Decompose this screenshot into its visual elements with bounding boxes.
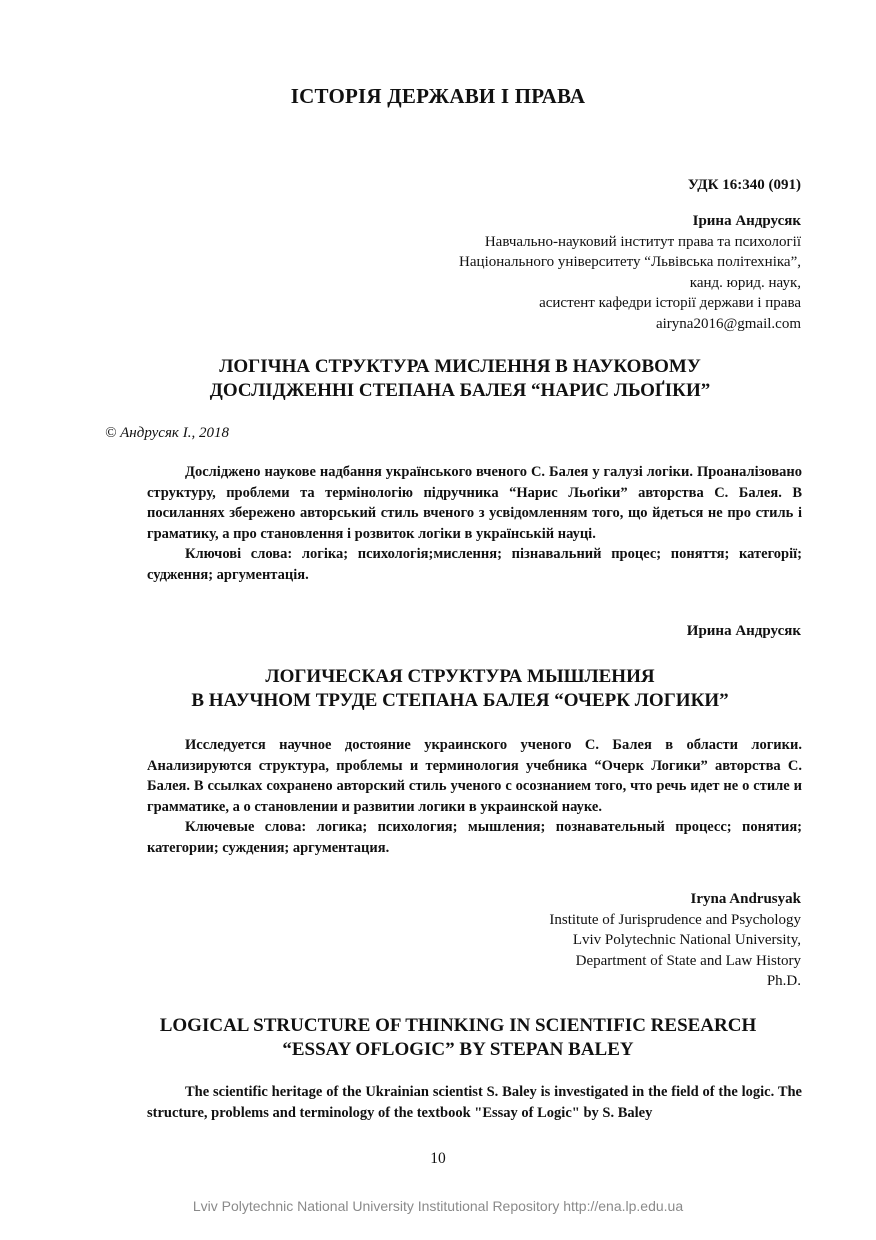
ua-affiliation-line: асистент кафедри історії держави і права: [539, 295, 801, 311]
en-affiliation-line: Ph.D.: [766, 973, 801, 989]
ru-abstract: Исследуется научное достояние украинского ученого С. Балея в области логики. Анализируются структура, проблемы и терминология учебника “Очерк Логики” авторства С. Балея. В ссылках сохранено авторский стиль ученого с осознанием того, что речь идет не о стиле и грамматике, а о становлении и развитии логики в украинской науке.: [147, 737, 802, 815]
ua-affiliation-line: канд. юрид. наук,: [689, 274, 801, 291]
en-title-line: “ESSAY OFLOGIC” BY STEPAN BALEY: [282, 1039, 634, 1060]
repository-footer: Lviv Polytechnic National University Institutional Repository http://ena.lp.edu.ua: [192, 1198, 684, 1214]
ru-author-name: Ирина Андрусяк: [686, 623, 801, 639]
ua-abstract-block: [147, 462, 802, 585]
ua-title-line: ЛОГІЧНА СТРУКТУРА МИСЛЕННЯ В НАУКОВОМУ: [219, 356, 701, 377]
ua-author-name: Ірина Андрусяк: [692, 213, 801, 229]
ua-title-line: ДОСЛІДЖЕННІ СТЕПАНА БАЛЕЯ “НАРИС ЛЬОҐІКИ”: [209, 380, 711, 401]
en-article-title: [60, 1014, 856, 1062]
ua-author-block: [459, 211, 801, 334]
ua-keywords: Ключові слова: логіка; психологія;мислення; пізнавальний процес; поняття; категорії; судження; аргументація.: [147, 546, 802, 583]
ua-article-title: [100, 355, 820, 403]
en-author-block: [549, 889, 801, 992]
en-affiliation-line: Institute of Jurisprudence and Psychology: [549, 911, 801, 928]
page-number: 10: [430, 1150, 446, 1167]
ru-abstract-block: [147, 735, 802, 858]
ru-article-title: [100, 665, 820, 713]
ru-title-line: ЛОГИЧЕСКАЯ СТРУКТУРА МЫШЛЕНИЯ: [265, 666, 655, 687]
ua-author-email: airyna2016@gmail.com: [655, 315, 801, 332]
en-abstract-block: [147, 1082, 802, 1123]
udc-code: УДК 16:340 (091): [687, 177, 801, 193]
en-title-line: LOGICAL STRUCTURE OF THINKING IN SCIENTIFIC RESEARCH: [159, 1015, 757, 1036]
ua-affiliation-line: Навчально-науковий інститут права та психології: [484, 233, 801, 250]
ua-abstract: Досліджено наукове надбання українського вченого С. Балея у галузі логіки. Проаналізовано структуру, проблеми та термінологію підручника “Нарис Льоґіки” авторства С. Балея. В посиланнях збережено авторський стиль вченого з усвідомленням того, що йдеться не про стиль і граматику, а про становлення і розвиток логіки в українській науці.: [147, 464, 802, 542]
en-affiliation-line: Lviv Polytechnic National University,: [572, 932, 801, 948]
en-abstract: The scientific heritage of the Ukrainian scientist S. Baley is investigated in the field of the logic. The structure, problems and terminology of the textbook "Essay of Logic" by S. Baley: [147, 1084, 802, 1121]
en-author-name: Iryna Andrusyak: [690, 891, 801, 907]
en-affiliation-line: Department of State and Law History: [575, 952, 801, 969]
ua-affiliation-line: Національного університету “Львівська політехніка”,: [459, 254, 801, 270]
copyright-notice: © Андрусяк І., 2018: [105, 425, 229, 441]
ru-keywords: Ключевые слова: логика; психология; мышления; познавательный процесс; понятия; категории; суждения; аргументация.: [147, 819, 802, 856]
section-heading: ІСТОРІЯ ДЕРЖАВИ І ПРАВА: [290, 84, 586, 108]
ru-title-line: В НАУЧНОМ ТРУДЕ СТЕПАНА БАЛЕЯ “ОЧЕРК ЛОГИКИ”: [191, 690, 729, 711]
